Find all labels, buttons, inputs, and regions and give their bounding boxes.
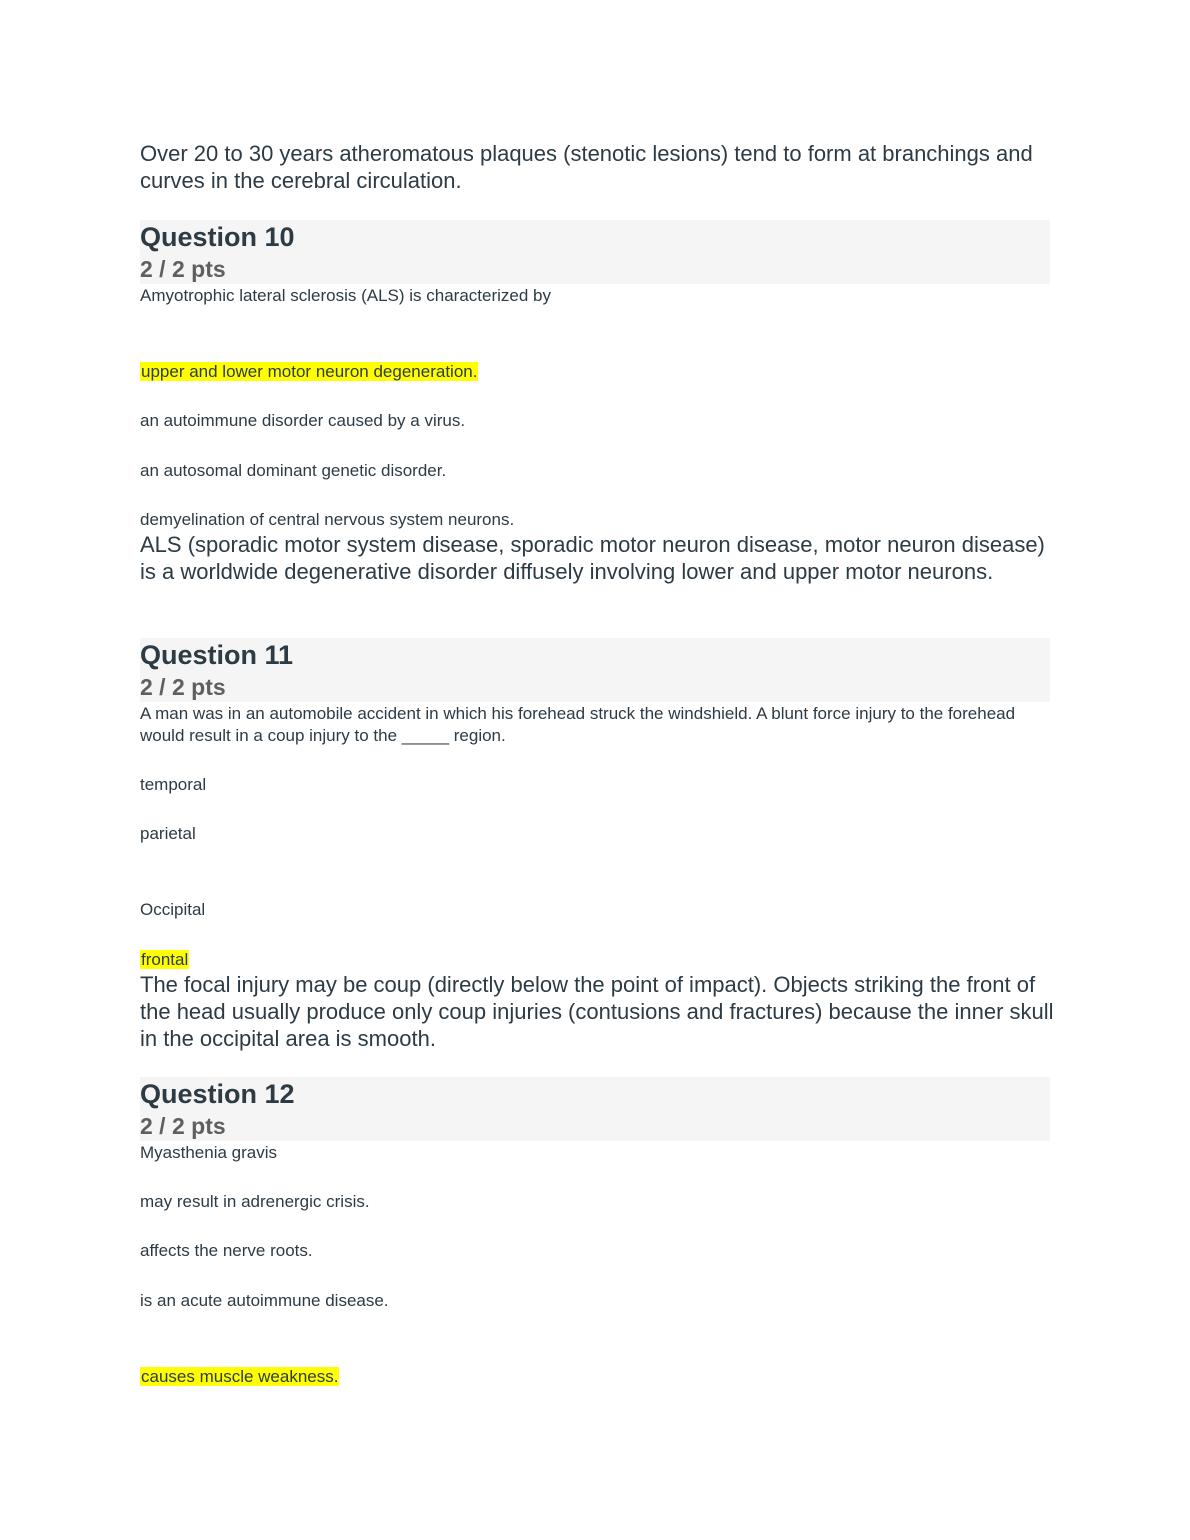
question-10-header: [140, 220, 1050, 284]
question-12-text: Myasthenia gravis: [140, 1143, 278, 1162]
explanation-q10: ALS (sporadic motor system disease, sporadic motor neuron disease, motor neuron disease) is a worldwide degenerative disorder diffusely involving lower and upper motor neurons.: [140, 532, 1045, 584]
question-10-text: Amyotrophic lateral sclerosis (ALS) is characterized by: [140, 286, 551, 305]
question-title: Question 10: [140, 222, 295, 252]
highlighted-answer: upper and lower motor neuron degeneration.: [141, 362, 478, 381]
answer-option: an autoimmune disorder caused by a virus.: [140, 411, 466, 430]
question-11-text: A man was in an automobile accident in which his forehead struck the windshield. A blunt force injury to the forehead would result in a coup injury to the _____ region.: [140, 704, 1016, 745]
answer-option: is an acute autoimmune disease.: [140, 1291, 389, 1310]
question-points: 2 / 2 pts: [140, 674, 226, 700]
question-12-header: [140, 1077, 1050, 1141]
answer-option: affects the nerve roots.: [140, 1241, 313, 1260]
question-points: 2 / 2 pts: [140, 1113, 226, 1139]
answer-option: Occipital: [140, 900, 206, 919]
highlighted-answer: frontal: [141, 950, 189, 969]
question-11-header: [140, 638, 1050, 702]
question-title: Question 12: [140, 1079, 295, 1109]
answer-option: may result in adrenergic crisis.: [140, 1192, 370, 1211]
answer-option: [140, 949, 189, 971]
explanation-q9: Over 20 to 30 years atheromatous plaques (stenotic lesions) tend to form at branchings and curves in the cerebral circulation.: [140, 141, 1033, 193]
answer-option: an autosomal dominant genetic disorder.: [140, 461, 447, 480]
highlighted-answer: causes muscle weakness.: [141, 1367, 339, 1386]
answer-option: parietal: [140, 824, 196, 843]
question-title: Question 11: [140, 640, 294, 670]
answer-option: temporal: [140, 775, 207, 794]
question-points: 2 / 2 pts: [140, 256, 226, 282]
answer-option: demyelination of central nervous system neurons.: [140, 510, 515, 529]
explanation-q11: The focal injury may be coup (directly below the point of impact). Objects striking the front of the head usually produce only coup injuries (contusions and fractures) because the inner skull in the occipital area is smooth.: [140, 972, 1054, 1051]
answer-option: [140, 1366, 339, 1388]
answer-option: [140, 361, 478, 383]
